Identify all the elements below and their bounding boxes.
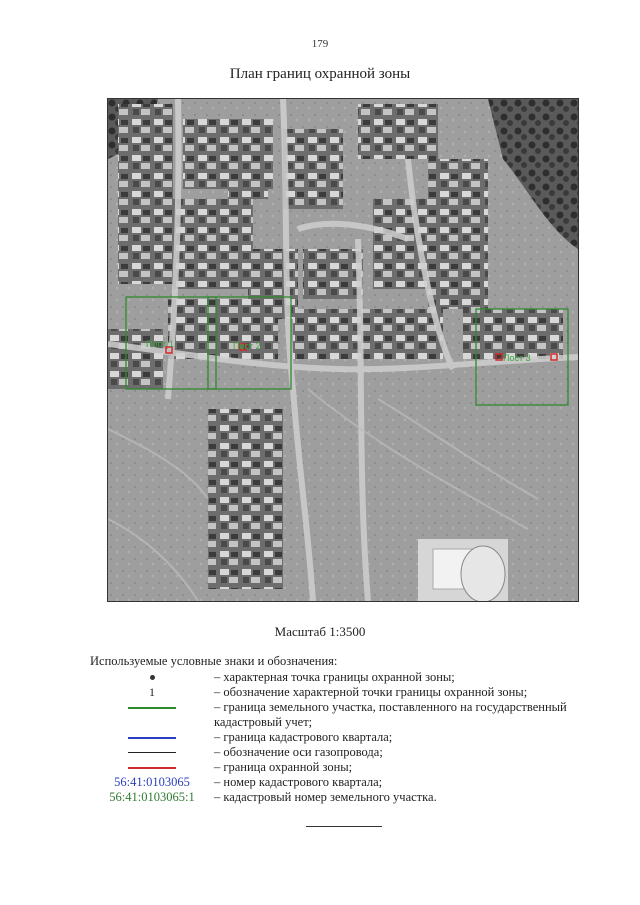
legend-item: – граница земельного участка, поставленного на государственный кадастровый учет; — [90, 700, 610, 730]
aerial-photo — [108, 99, 578, 601]
black-line-icon — [128, 752, 176, 753]
green-line-icon — [128, 707, 176, 709]
page-title: План границ охранной зоны — [229, 66, 411, 82]
legend — [90, 670, 610, 805]
post-label-1: Пост 1 — [146, 339, 174, 349]
legend-item: – граница охранной зоны; — [90, 760, 610, 775]
red-line-icon — [128, 767, 176, 769]
legend-intro: Используемые условные знаки и обозначения: — [90, 654, 338, 668]
aerial-map — [107, 98, 579, 602]
quarter-number-symbol: 56:41:0103065 — [114, 775, 190, 789]
map-scale: Масштаб 1:3500 — [274, 624, 366, 639]
legend-item: 56:41:0103065:1 – кадастровый номер земельного участка. — [109, 790, 437, 804]
end-divider — [306, 826, 382, 827]
legend-item: – граница кадастрового квартала; — [90, 730, 610, 745]
blue-line-icon — [128, 737, 176, 739]
parcel-number-symbol: 56:41:0103065:1 — [109, 790, 195, 804]
legend-item: – характерная точка границы охранной зоны; — [90, 670, 610, 685]
legend-item: 1 – обозначение характерной точки границы охранной зоны; — [149, 685, 528, 699]
legend-item: – обозначение оси газопровода; — [90, 745, 610, 760]
dot-icon — [150, 675, 155, 680]
point-number-symbol: 1 — [149, 685, 155, 699]
page-number: 179 — [311, 38, 329, 50]
post-label-2: Пост 2 — [233, 341, 261, 351]
post-label-3: Пост 3 — [503, 353, 531, 363]
legend-item: 56:41:0103065 – номер кадастрового квартала; — [114, 775, 383, 789]
